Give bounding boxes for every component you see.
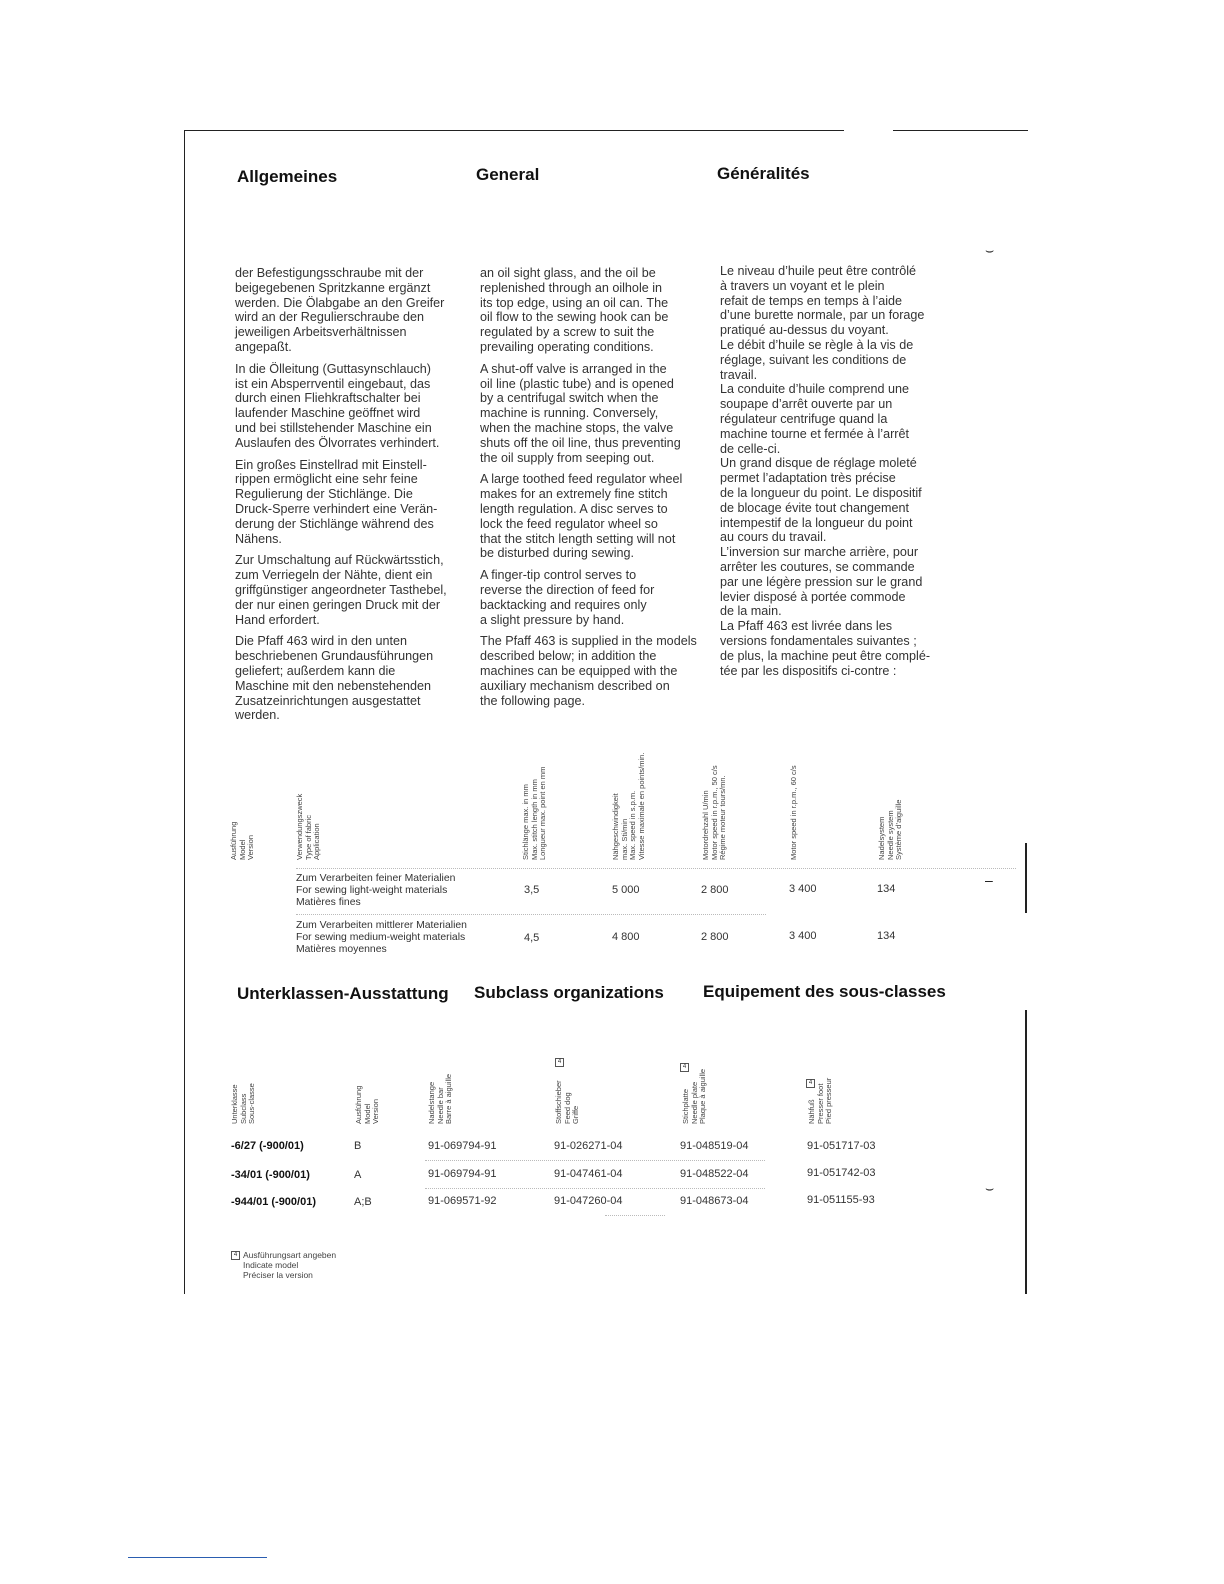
t1-header-speed: Nähgeschwindigkeit max. Sti/min Max. speed in s.p.m. Vitesse maximale en points/min.: [611, 752, 646, 860]
heading-fr: Généralités: [717, 164, 810, 183]
t2-row-1-subclass: -6/27 (-900/01): [231, 1140, 304, 1152]
t2-row-2-needle-plate: 91-048522-04: [680, 1168, 749, 1180]
paragraph: L’inversion sur marche arrière, pour arrêter les coutures, se commande par une légère pression sur le grand levier disposé à portée commode de la main.: [720, 545, 923, 619]
t1-header-stitch: Stichlänge max. in mm Max. stitch length in mm Longueur max. point en mm: [521, 766, 547, 860]
t2-header-needle-bar: Nadelstange Needle bar Barre à aiguille: [427, 1073, 453, 1124]
t2-row-2-presser-foot: 91-051742-03: [807, 1167, 876, 1179]
right-frame-line-upper: [1025, 843, 1027, 913]
paragraph: A finger-tip control serves to reverse the direction of feed for backtacking and requires only a slight pressure by hand.: [480, 568, 655, 627]
t2-row-3-feed-dog: 91-047260-04: [554, 1195, 623, 1207]
t2-row-3-subclass: -944/01 (-900/01): [231, 1196, 316, 1208]
paragraph: The Pfaff 463 is supplied in the models described below; in addition the machines can be equipped with the auxiliary mechanism described on the following page.: [480, 634, 697, 708]
t1-row-1-application: Zum Verarbeiten feiner Materialien For sewing light-weight materials Matières fines: [296, 873, 456, 908]
t1-header-model: Ausführung Model Version: [229, 821, 255, 860]
t1-row-2-motor60: 3 400: [789, 930, 817, 942]
column-en: [480, 266, 715, 715]
footnote-box-icon: 4: [231, 1251, 240, 1260]
t2-header-model: Ausführung Model Version: [354, 1085, 380, 1124]
feed-dog-box-icon: 4: [555, 1058, 564, 1067]
top-rule-right: [893, 130, 1028, 131]
t1-header-motor50: Motordrehzahl U/min Motor speed in r.p.m., 50 c/s Régime moteur tours/mn.: [701, 765, 727, 860]
t1-row-divider: [296, 914, 766, 915]
t2-header-subclass: Unterklasse Subclass Sous-classe: [230, 1083, 256, 1124]
paragraph: A shut-off valve is arranged in the oil line (plastic tube) and is opened by a centrifugal switch when the machine is running. Conversely, when the machine stops, the valve shuts off the oil line, thus preventing the oil supply from seeping out.: [480, 361, 681, 465]
footnote-text: Ausführungsart angeben Indicate model Préciser la version: [243, 1250, 337, 1280]
t2-row-2-subclass: -34/01 (-900/01): [231, 1169, 310, 1181]
paragraph: In die Ölleitung (Guttasynschlauch) ist ein Absperrventil eingebaut, das durch einen Fliehkraftschalter bei laufender Maschine geöffnet wird und bei stillstehender Maschine ein Auslaufen des Ölvorrates verhindert.: [235, 361, 440, 450]
t1-header-application: Verwendungszweck Type of fabric Application: [295, 793, 321, 860]
t2-row-3-needle-bar: 91-069571-92: [428, 1195, 497, 1207]
t1-row-2-speed: 4 800: [612, 931, 640, 943]
t1-row-1-stitch: 3,5: [524, 884, 540, 896]
t1-header-motor60: Motor speed in r.p.m., 60 c/s: [789, 765, 798, 860]
subheading-de: Unterklassen-Ausstattung: [237, 984, 449, 1003]
paragraph: an oil sight glass, and the oil be replenished through an oilhole in its top edge, using an oil can. The oil flow to the sewing hook can be regulated by a screw to suit the prevailing operating conditions.: [480, 266, 669, 354]
left-frame-line: [184, 130, 185, 1294]
t2-row-1-presser-foot: 91-051717-03: [807, 1140, 876, 1152]
t2-row-3-presser-foot: 91-051155-93: [807, 1194, 875, 1206]
margin-tick-mark: ⌣: [985, 1180, 995, 1196]
column-fr: [720, 264, 960, 678]
paragraph: A large toothed feed regulator wheel makes for an extremely fine stitch length regulation. A disc serves to lock the feed regulator wheel so that the stitch length setting will not be disturbed during sewing.: [480, 472, 683, 561]
top-rule-left: [184, 130, 844, 131]
t1-header-needle: Nadelsystem Needle system Système d’aiguille: [877, 799, 903, 860]
heading-en: General: [476, 165, 540, 184]
t2-row-1-needle-bar: 91-069794-91: [428, 1140, 497, 1152]
t2-row-1-model: B: [354, 1140, 362, 1152]
t2-row-2-model: A: [354, 1169, 362, 1181]
paragraph: Die Pfaff 463 wird in den unten beschriebenen Grundausführungen geliefert; außerdem kann die Maschine mit den nebenstehenden Zusatzeinrichtungen ausgestattet werden.: [235, 634, 434, 723]
paragraph: Ein großes Einstellrad mit Einstell- rippen ermöglicht eine sehr feine Regulierung der Stichlänge. Die Druck-Sperre verhindert eine Verän- derung der Stichlänge während des Nähens.: [235, 457, 438, 546]
paragraph: Le niveau d’huile peut être contrôlé à travers un voyant et le plein refait de temps en temps à l’aide d’une burette normale, par un forage pratiqué au-dessus du voyant.: [720, 264, 925, 338]
paragraph: La conduite d’huile comprend une soupape d’arrêt ouverte par un régulateur centrifuge quand la machine tourne et fermée à l’arrêt de celle-ci.: [720, 382, 910, 456]
subheading-en: Subclass organizations: [474, 983, 664, 1002]
column-de: [235, 266, 475, 730]
t2-row-2-feed-dog: 91-047461-04: [554, 1168, 623, 1180]
needle-plate-box-icon: 4: [680, 1063, 689, 1072]
t1-row-2-motor50: 2 800: [701, 931, 729, 943]
t2-row-2-needle-bar: 91-069794-91: [428, 1168, 497, 1180]
t2-header-needle-plate: Stichplatte Needle plate Plaque à aiguille: [681, 1068, 707, 1124]
t2-bottom-divider: [605, 1215, 665, 1216]
t2-row-1-needle-plate: 91-048519-04: [680, 1140, 749, 1152]
bottom-link-rule: [128, 1557, 267, 1558]
paragraph: Zur Umschaltung auf Rückwärtsstich, zum Verriegeln der Nähte, dient ein griffgünstiger angeordneter Tasthebel, der nur einen geringen Druck mit der Hand erfordert.: [235, 553, 447, 627]
t1-row-1-motor60: 3 400: [789, 883, 817, 895]
presser-foot-box-icon: 4: [806, 1079, 815, 1088]
t2-row-divider: [425, 1188, 765, 1189]
t2-header-feed-dog: Stoffschieber Feed dog Griffe: [554, 1080, 580, 1124]
t2-header-presser-foot: Nähfuß Presser foot Pied presseur: [807, 1077, 833, 1124]
paragraph: Un grand disque de réglage moleté permet l’adaptation très précise de la longueur du point. Le dispositif de blocage évite tout changement intempestif de la longueur du point au cours du travail.: [720, 456, 922, 545]
t1-row-1-speed: 5 000: [612, 884, 640, 896]
t1-row-2-stitch: 4,5: [524, 932, 540, 944]
t1-row-1-needle: 134: [877, 883, 896, 895]
heading-de: Allgemeines: [237, 167, 338, 186]
t2-row-1-feed-dog: 91-026271-04: [554, 1140, 623, 1152]
margin-tick-mark: –: [985, 872, 993, 888]
t1-row-2-needle: 134: [877, 930, 896, 942]
t1-row-2-application: Zum Verarbeiten mittlerer Materialien For sewing medium-weight materials Matières moyennes: [296, 920, 467, 955]
t1-header-divider: [296, 868, 1016, 869]
t1-row-1-motor50: 2 800: [701, 884, 729, 896]
paragraph: La Pfaff 463 est livrée dans les versions fondamentales suivantes ; de plus, la machine peut être complé- tée par les dispositifs ci-contre :: [720, 619, 931, 678]
right-frame-line: [1025, 1010, 1027, 1294]
paragraph: der Befestigungsschraube mit der beigegebenen Spritzkanne ergänzt werden. Die Ölabgabe an den Greifer wird an der Regulierschraube den jeweiligen Arbeitsverhältnissen angepaßt.: [235, 266, 445, 354]
margin-tick-mark: ⌣: [985, 242, 995, 258]
t2-row-divider: [425, 1160, 765, 1161]
t2-row-3-model: A;B: [354, 1196, 372, 1208]
subheading-fr: Equipement des sous-classes: [703, 982, 946, 1001]
paragraph: Le débit d’huile se règle à la vis de réglage, suivant les conditions de travail.: [720, 337, 914, 382]
t2-row-3-needle-plate: 91-048673-04: [680, 1195, 749, 1207]
